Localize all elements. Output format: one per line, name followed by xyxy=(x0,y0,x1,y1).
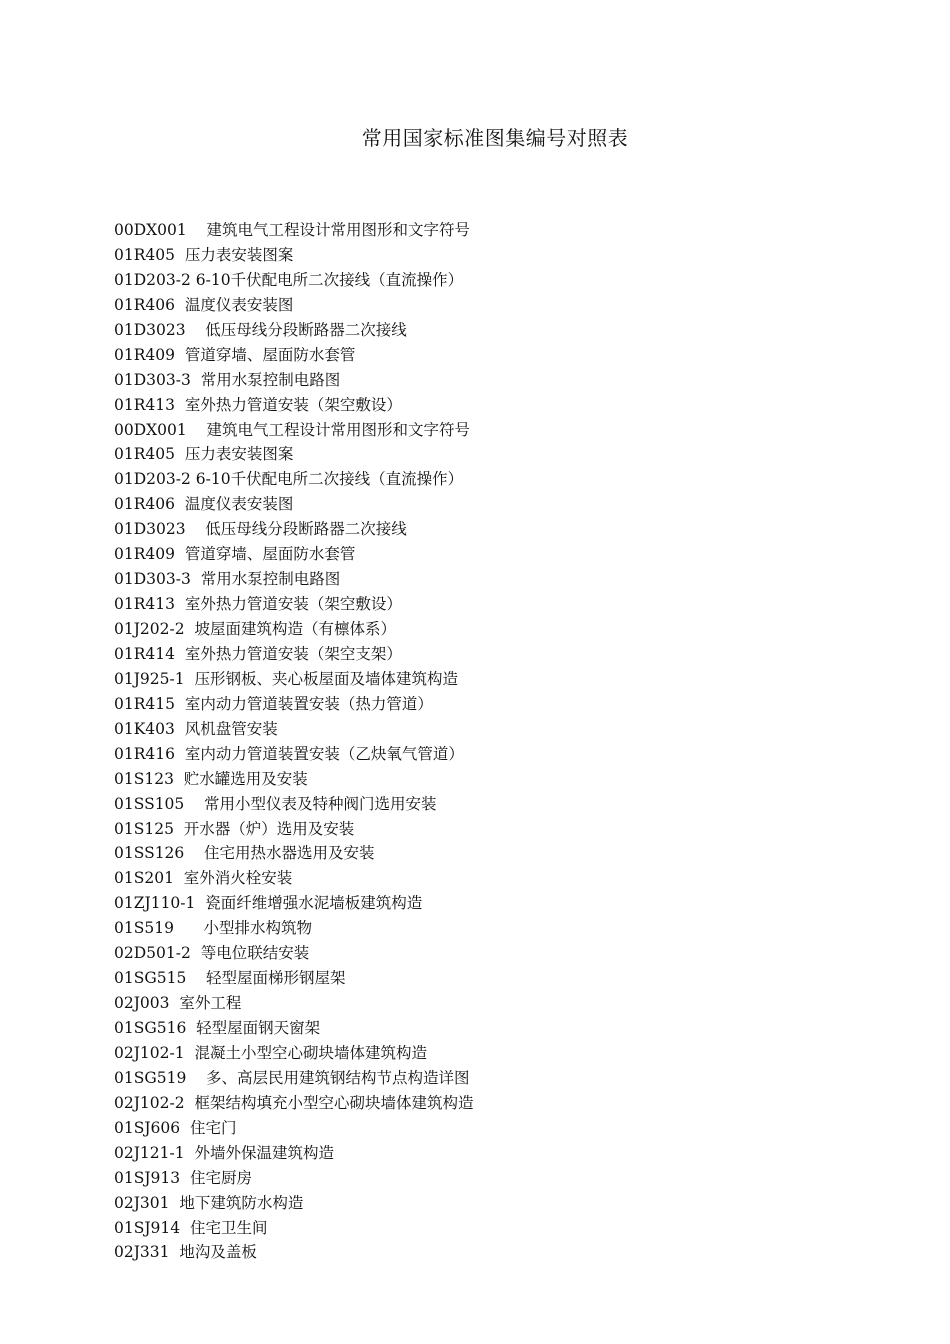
list-item: 01D303-3 常用水泵控制电路图 xyxy=(114,570,341,589)
list-item: 01SG516 轻型屋面钢天窗架 xyxy=(114,1019,321,1037)
list-item: 01D3023 低压母线分段断路器二次接线 xyxy=(114,520,407,539)
list-item: 01SG515 轻型屋面梯形钢屋架 xyxy=(114,969,346,988)
list-item: 01R414 室外热力管道安装（架空支架） xyxy=(114,644,402,663)
list-item: 01R406 温度仪表安装图 xyxy=(114,295,294,314)
list-item: 01R406 温度仪表安装图 xyxy=(114,495,294,514)
list-item: 01S519 小型排水构筑物 xyxy=(114,919,312,938)
document-title: 常用国家标准图集编号对照表 xyxy=(361,126,629,150)
list-item: 01R416 室内动力管道装置安装（乙炔氧气管道） xyxy=(114,744,464,763)
list-item: 00DX001 建筑电气工程设计常用图形和文字符号 xyxy=(114,420,470,439)
list-item: 01SS126 住宅用热水器选用及安装 xyxy=(114,844,375,863)
list-item: 01SS105 常用小型仪表及特种阀门选用安装 xyxy=(114,794,437,813)
list-item: 01ZJ110-1 瓷面纤维增强水泥墙板建筑构造 xyxy=(114,894,423,913)
list-item: 02J003 室外工程 xyxy=(114,994,242,1013)
list-item: 02J301 地下建筑防水构造 xyxy=(114,1193,304,1212)
list-item: 01R409 管道穿墙、屋面防水套管 xyxy=(114,345,356,364)
list-item: 01R409 管道穿墙、屋面防水套管 xyxy=(114,545,356,564)
list-item: 01S123 贮水罐选用及安装 xyxy=(114,769,308,788)
list-item: 01S201 室外消火栓安装 xyxy=(114,869,293,888)
list-item: 01D203-2 6-10千伏配电所二次接线（直流操作） xyxy=(114,270,464,289)
list-item: 01D303-3 常用水泵控制电路图 xyxy=(114,370,341,389)
standard-atlas-list xyxy=(114,218,914,1265)
list-item: 01SJ606 住宅门 xyxy=(114,1118,237,1137)
list-item: 01SJ914 住宅卫生间 xyxy=(114,1218,268,1237)
list-item: 01D203-2 6-10千伏配电所二次接线（直流操作） xyxy=(114,470,464,489)
list-item: 02J102-1 混凝土小型空心砌块墙体建筑构造 xyxy=(114,1043,427,1062)
list-item: 01SG519 多、高层民用建筑钢结构节点构造详图 xyxy=(114,1068,470,1087)
list-item: 02D501-2 等电位联结安装 xyxy=(114,944,310,963)
list-item: 02J121-1 外墙外保温建筑构造 xyxy=(114,1143,334,1162)
list-item: 01SJ913 住宅厨房 xyxy=(114,1168,252,1187)
list-item: 02J331 地沟及盖板 xyxy=(114,1243,257,1262)
list-item: 01J202-2 坡屋面建筑构造（有檩体系） xyxy=(114,620,396,638)
list-item: 02J102-2 框架结构填充小型空心砌块墙体建筑构造 xyxy=(114,1093,474,1112)
list-item: 01R415 室内动力管道装置安装（热力管道） xyxy=(114,694,433,713)
list-item: 00DX001 建筑电气工程设计常用图形和文字符号 xyxy=(114,221,470,239)
list-item: 01R405 压力表安装图案 xyxy=(114,445,294,464)
list-item: 01J925-1 压形钢板、夹心板屋面及墙体建筑构造 xyxy=(114,669,458,688)
list-item: 01D3023 低压母线分段断路器二次接线 xyxy=(114,320,407,339)
list-item: 01K403 风机盘管安装 xyxy=(114,719,278,738)
list-item: 01R413 室外热力管道安装（架空敷设） xyxy=(114,395,402,414)
list-item: 01S125 开水器（炉）选用及安装 xyxy=(114,819,355,838)
list-item: 01R413 室外热力管道安装（架空敷设） xyxy=(114,595,402,614)
list-item: 01R405 压力表安装图案 xyxy=(114,245,294,264)
